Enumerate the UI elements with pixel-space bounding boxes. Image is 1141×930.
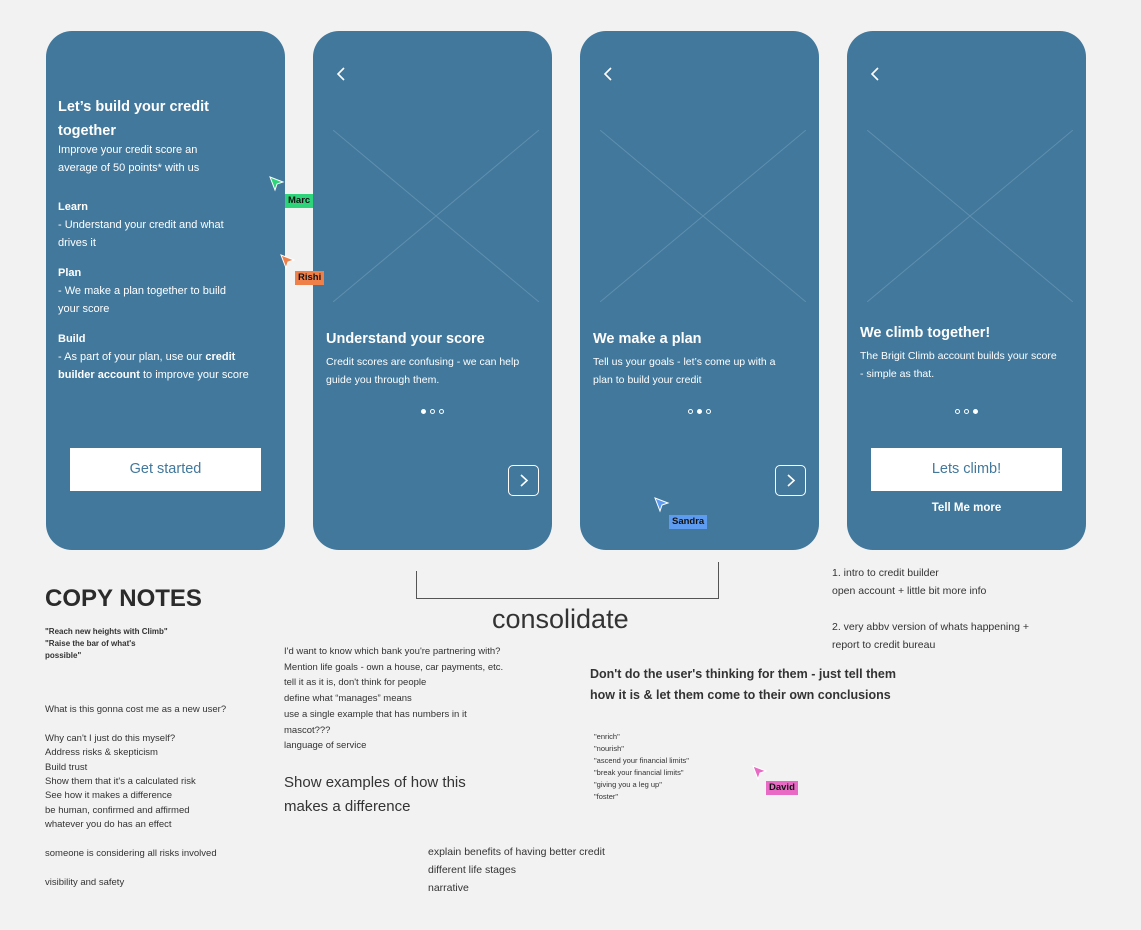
note-line: 1. intro to credit builder bbox=[832, 567, 939, 579]
page-dot bbox=[430, 409, 435, 414]
page-indicator bbox=[580, 409, 819, 414]
note-line: "ascend your financial limits" bbox=[594, 756, 689, 765]
page-indicator bbox=[847, 409, 1086, 414]
middle-notes-list bbox=[284, 644, 503, 754]
note-line: "foster" bbox=[594, 792, 619, 801]
note-line: define what “manages” means bbox=[284, 693, 412, 705]
cursor-icon bbox=[654, 497, 670, 513]
screen-climb bbox=[847, 31, 1086, 550]
plan-heading: Plan bbox=[58, 267, 82, 279]
note-line: See how it makes a difference bbox=[45, 790, 173, 802]
page-dot-active bbox=[421, 409, 426, 414]
note-line: explain benefits of having better credit bbox=[428, 846, 605, 858]
lets-climb-button[interactable]: Lets climb! bbox=[871, 448, 1062, 491]
build-section: Build - As part of your plan, use our credit builder account to improve your score bbox=[58, 330, 249, 384]
collaborator-tag-marc: Marc bbox=[285, 194, 313, 208]
page-dot bbox=[439, 409, 444, 414]
note-line: tell it as it is, don't think for people bbox=[284, 677, 427, 689]
next-button[interactable] bbox=[775, 465, 806, 496]
screen-intro bbox=[46, 31, 285, 550]
collaborator-tag-rishi: Rishi bbox=[295, 271, 324, 285]
chevron-left-icon[interactable] bbox=[867, 65, 885, 83]
note-line: mascot??? bbox=[284, 724, 331, 736]
dont-think-note: Don't do the user's thinking for them - just tell them how it is & let them come to their own conclusions bbox=[590, 667, 896, 702]
note-line: "Raise the bar of what's bbox=[45, 639, 136, 648]
note-line: open account + little bit more info bbox=[832, 585, 987, 597]
note-line bbox=[45, 717, 226, 731]
collaborator-tag-david: David bbox=[766, 781, 798, 795]
note-line: What is this gonna cost me as a new user? bbox=[45, 704, 227, 715]
consolidate-bracket bbox=[415, 562, 720, 600]
note-line: Build trust bbox=[45, 761, 88, 773]
note-line: I'd want to know which bank you're partnering with? bbox=[284, 646, 501, 657]
page-dot bbox=[964, 409, 969, 414]
chevron-left-icon[interactable] bbox=[333, 65, 351, 83]
cursor-icon bbox=[269, 176, 285, 192]
page-dot-active bbox=[973, 409, 978, 414]
learn-heading: Learn bbox=[58, 201, 88, 213]
note-line bbox=[45, 861, 226, 875]
chevron-right-icon bbox=[784, 473, 798, 488]
flow-notes bbox=[832, 564, 1029, 654]
screen-title: Understand your score bbox=[326, 331, 485, 347]
note-line bbox=[832, 600, 1029, 618]
chevron-left-icon[interactable] bbox=[600, 65, 618, 83]
screen-plan bbox=[580, 31, 819, 550]
screen-body: The Brigit Climb account builds your score - simple as that. bbox=[860, 350, 1057, 380]
screen-title: We climb together! bbox=[860, 325, 991, 341]
screen-body: Tell us your goals - let’s come up with a plan to build your credit bbox=[593, 356, 776, 386]
bottom-notes-list bbox=[428, 843, 605, 897]
page-dot bbox=[706, 409, 711, 414]
note-line: "break your financial limits" bbox=[594, 768, 684, 777]
note-line: "nourish" bbox=[594, 744, 624, 753]
screen-title: We make a plan bbox=[593, 331, 702, 347]
show-examples-note: Show examples of how this makes a difference bbox=[284, 774, 466, 815]
image-placeholder-icon bbox=[333, 130, 539, 302]
note-line: narrative bbox=[428, 882, 469, 894]
note-line: language of service bbox=[284, 740, 367, 752]
note-line: Show them that it's a calculated risk bbox=[45, 776, 196, 788]
note-line: Why can't I just do this myself? bbox=[45, 732, 176, 744]
tagline-list bbox=[45, 626, 168, 662]
note-line: be human, confirmed and affirmed bbox=[45, 804, 190, 816]
note-line: "giving you a leg up" bbox=[594, 780, 662, 789]
note-line: report to credit bureau bbox=[832, 639, 936, 651]
intro-title: Let’s build your credit together bbox=[58, 99, 209, 139]
get-started-button[interactable]: Get started bbox=[70, 448, 261, 491]
note-line bbox=[45, 833, 226, 847]
consolidate-label: consolidate bbox=[492, 604, 629, 634]
collaborator-tag-sandra: Sandra bbox=[669, 515, 707, 529]
note-line: visibility and safety bbox=[45, 876, 125, 888]
page-dot bbox=[688, 409, 693, 414]
note-line: Address risks & skepticism bbox=[45, 747, 158, 759]
learn-section: Learn - Understand your credit and what drives it bbox=[58, 198, 224, 252]
plan-section: Plan - We make a plan together to build your score bbox=[58, 264, 226, 318]
image-placeholder-icon bbox=[600, 130, 806, 302]
questions-list bbox=[45, 703, 226, 890]
note-line: possible" bbox=[45, 651, 82, 660]
note-line: Mention life goals - own a house, car payments, etc. bbox=[284, 661, 504, 673]
note-line: whatever you do has an effect bbox=[45, 819, 172, 831]
build-heading: Build bbox=[58, 333, 86, 345]
image-placeholder-icon bbox=[867, 130, 1073, 302]
page-dot bbox=[955, 409, 960, 414]
next-button[interactable] bbox=[508, 465, 539, 496]
cursor-icon bbox=[280, 254, 296, 270]
note-line: someone is considering all risks involved bbox=[45, 848, 217, 860]
tell-me-more-link[interactable]: Tell Me more bbox=[931, 502, 1002, 514]
note-line: different life stages bbox=[428, 864, 516, 876]
note-line: 2. very abbv version of whats happening + bbox=[832, 621, 1029, 633]
note-line: use a single example that has numbers in it bbox=[284, 708, 467, 720]
page-dot-active bbox=[697, 409, 702, 414]
page-indicator bbox=[313, 409, 552, 414]
screen-body: Credit scores are confusing - we can help guide you through them. bbox=[326, 356, 520, 386]
note-line: "Reach new heights with Climb" bbox=[45, 627, 168, 636]
cursor-icon bbox=[752, 765, 768, 781]
word-list bbox=[594, 731, 689, 803]
screen-understand bbox=[313, 31, 552, 550]
chevron-right-icon bbox=[517, 473, 531, 488]
copy-notes-title: COPY NOTES bbox=[45, 585, 202, 612]
intro-subtitle: Improve your credit score an average of 50 points* with us bbox=[58, 144, 200, 174]
note-line: "enrich" bbox=[594, 732, 620, 741]
